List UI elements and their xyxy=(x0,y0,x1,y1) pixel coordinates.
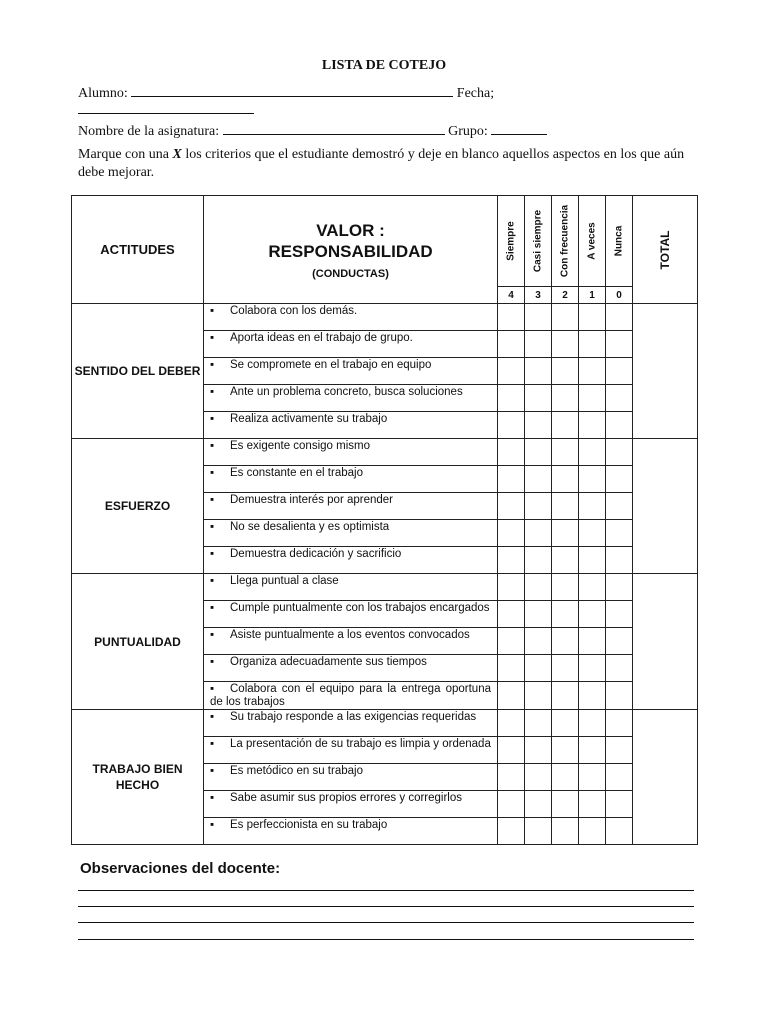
conduct-cell xyxy=(204,818,498,845)
valor-header xyxy=(204,196,498,304)
conduct-text: Es exigente consigo mismo xyxy=(230,440,370,452)
conduct-cell xyxy=(204,358,498,385)
score-checkbox[interactable] xyxy=(579,331,606,358)
scale-label: A veces xyxy=(586,222,598,260)
score-checkbox[interactable] xyxy=(498,439,525,466)
scale-value: 3 xyxy=(525,287,552,304)
score-checkbox[interactable] xyxy=(552,574,579,601)
score-checkbox[interactable] xyxy=(552,682,579,710)
conduct-text: Asiste puntualmente a los eventos convocados xyxy=(230,629,470,641)
attitude-cell: SENTIDO DEL DEBER xyxy=(72,304,204,439)
score-checkbox[interactable] xyxy=(606,304,633,331)
subject-field[interactable] xyxy=(223,122,445,135)
conduct-cell xyxy=(204,466,498,493)
instructions-mark: X xyxy=(172,147,182,162)
bullet-icon: ▪ xyxy=(210,602,215,614)
score-checkbox[interactable] xyxy=(498,493,525,520)
score-checkbox[interactable] xyxy=(498,737,525,764)
score-checkbox[interactable] xyxy=(606,493,633,520)
student-label: Alumno: xyxy=(78,86,128,101)
score-checkbox[interactable] xyxy=(606,710,633,737)
subject-label: Nombre de la asignatura: xyxy=(78,124,220,139)
observation-line[interactable] xyxy=(78,890,694,891)
score-checkbox[interactable] xyxy=(525,655,552,682)
table-row xyxy=(72,574,698,601)
instructions-after: los criterios que el estudiante demostró y deje en blanco aquellos aspectos en los que aún debe mejorar. xyxy=(78,147,685,180)
score-checkbox[interactable] xyxy=(525,358,552,385)
score-checkbox[interactable] xyxy=(525,385,552,412)
instructions xyxy=(78,146,700,182)
conduct-cell xyxy=(204,628,498,655)
bullet-icon: ▪ xyxy=(210,548,215,560)
table-row xyxy=(72,710,698,737)
score-checkbox[interactable] xyxy=(579,520,606,547)
score-checkbox[interactable] xyxy=(525,601,552,628)
conduct-cell xyxy=(204,601,498,628)
conduct-text: Es constante en el trabajo xyxy=(230,467,363,479)
score-checkbox[interactable] xyxy=(606,358,633,385)
bullet-icon: ▪ xyxy=(210,305,215,317)
score-checkbox[interactable] xyxy=(579,601,606,628)
score-checkbox[interactable] xyxy=(498,764,525,791)
conduct-text: Se compromete en el trabajo en equipo xyxy=(230,359,432,371)
bullet-icon: ▪ xyxy=(210,819,215,831)
score-checkbox[interactable] xyxy=(579,466,606,493)
scale-label: Casi siempre xyxy=(532,209,544,273)
conduct-text: Ante un problema concreto, busca soluciones xyxy=(230,386,463,398)
checklist-table xyxy=(71,195,698,845)
valor-subject: RESPONSABILIDAD xyxy=(268,241,433,261)
bullet-icon: ▪ xyxy=(210,521,215,533)
attitude-cell: TRABAJO BIEN HECHO xyxy=(72,710,204,845)
score-checkbox[interactable] xyxy=(606,385,633,412)
conduct-cell xyxy=(204,737,498,764)
conduct-cell xyxy=(204,791,498,818)
score-checkbox[interactable] xyxy=(525,466,552,493)
total-header xyxy=(633,196,698,304)
conduct-cell xyxy=(204,547,498,574)
score-checkbox[interactable] xyxy=(525,304,552,331)
table-row xyxy=(72,439,698,466)
conduct-text: Colabora con el equipo para la entrega oportuna de los trabajos xyxy=(210,683,491,708)
conduct-cell xyxy=(204,764,498,791)
observation-line[interactable] xyxy=(78,922,694,923)
conduct-text: Realiza activamente su trabajo xyxy=(230,413,388,425)
score-checkbox[interactable] xyxy=(525,682,552,710)
score-checkbox[interactable] xyxy=(579,710,606,737)
scale-value: 4 xyxy=(498,287,525,304)
score-checkbox[interactable] xyxy=(552,655,579,682)
bullet-icon: ▪ xyxy=(210,332,215,344)
score-checkbox[interactable] xyxy=(498,574,525,601)
conduct-text: Llega puntual a clase xyxy=(230,575,339,587)
conduct-cell xyxy=(204,655,498,682)
score-checkbox[interactable] xyxy=(579,737,606,764)
score-checkbox[interactable] xyxy=(579,547,606,574)
score-checkbox[interactable] xyxy=(552,764,579,791)
score-checkbox[interactable] xyxy=(606,466,633,493)
subject-group-row xyxy=(78,122,547,140)
scale-value: 0 xyxy=(606,287,633,304)
score-checkbox[interactable] xyxy=(552,331,579,358)
conduct-cell xyxy=(204,331,498,358)
score-checkbox[interactable] xyxy=(579,412,606,439)
score-checkbox[interactable] xyxy=(579,818,606,845)
scale-header-con-frecuencia xyxy=(552,196,579,287)
score-checkbox[interactable] xyxy=(552,439,579,466)
score-checkbox[interactable] xyxy=(498,466,525,493)
bullet-icon: ▪ xyxy=(210,386,215,398)
student-field-line2[interactable] xyxy=(78,101,254,114)
bullet-icon: ▪ xyxy=(210,494,215,506)
group-field[interactable] xyxy=(491,122,547,135)
score-checkbox[interactable] xyxy=(525,628,552,655)
total-cell[interactable] xyxy=(633,710,698,845)
conduct-text: Es metódico en su trabajo xyxy=(230,765,363,777)
scale-header-siempre xyxy=(498,196,525,287)
score-checkbox[interactable] xyxy=(525,331,552,358)
conduct-cell xyxy=(204,439,498,466)
score-checkbox[interactable] xyxy=(606,520,633,547)
score-checkbox[interactable] xyxy=(606,764,633,791)
score-checkbox[interactable] xyxy=(525,710,552,737)
score-checkbox[interactable] xyxy=(498,710,525,737)
group-label: Grupo: xyxy=(448,124,488,139)
bullet-icon: ▪ xyxy=(210,683,215,695)
student-date-row xyxy=(78,84,494,102)
score-checkbox[interactable] xyxy=(525,520,552,547)
bullet-icon: ▪ xyxy=(210,467,215,479)
score-checkbox[interactable] xyxy=(606,791,633,818)
conduct-text: Demuestra dedicación y sacrificio xyxy=(230,548,402,560)
bullet-icon: ▪ xyxy=(210,738,215,750)
score-checkbox[interactable] xyxy=(525,764,552,791)
score-checkbox[interactable] xyxy=(552,520,579,547)
conduct-cell xyxy=(204,710,498,737)
conduct-text: Demuestra interés por aprender xyxy=(230,494,393,506)
score-checkbox[interactable] xyxy=(525,439,552,466)
score-checkbox[interactable] xyxy=(525,547,552,574)
score-checkbox[interactable] xyxy=(498,331,525,358)
conduct-cell xyxy=(204,385,498,412)
score-checkbox[interactable] xyxy=(579,682,606,710)
score-checkbox[interactable] xyxy=(552,818,579,845)
score-checkbox[interactable] xyxy=(579,791,606,818)
scale-value: 2 xyxy=(552,287,579,304)
score-checkbox[interactable] xyxy=(606,547,633,574)
conduct-text: Colabora con los demás. xyxy=(230,305,358,317)
table-row xyxy=(72,304,698,331)
bullet-icon: ▪ xyxy=(210,359,215,371)
valor-title: VALOR : xyxy=(316,220,385,240)
score-checkbox[interactable] xyxy=(525,737,552,764)
bullet-icon: ▪ xyxy=(210,575,215,587)
score-checkbox[interactable] xyxy=(579,655,606,682)
scale-label: Siempre xyxy=(505,221,517,261)
score-checkbox[interactable] xyxy=(606,331,633,358)
score-checkbox[interactable] xyxy=(525,493,552,520)
score-checkbox[interactable] xyxy=(552,628,579,655)
total-label: TOTAL xyxy=(658,230,672,269)
conduct-text: La presentación de su trabajo es limpia y ordenada xyxy=(230,738,491,750)
document-title: LISTA DE COTEJO xyxy=(321,58,447,73)
score-checkbox[interactable] xyxy=(579,764,606,791)
scale-value: 1 xyxy=(579,287,606,304)
score-checkbox[interactable] xyxy=(606,412,633,439)
scale-header-casi-siempre xyxy=(525,196,552,287)
score-checkbox[interactable] xyxy=(498,655,525,682)
attitude-cell: ESFUERZO xyxy=(72,439,204,574)
scale-label: Con frecuencia xyxy=(559,204,571,278)
bullet-icon: ▪ xyxy=(210,765,215,777)
bullet-icon: ▪ xyxy=(210,440,215,452)
header-row xyxy=(72,196,698,287)
score-checkbox[interactable] xyxy=(525,818,552,845)
score-checkbox[interactable] xyxy=(552,601,579,628)
score-checkbox[interactable] xyxy=(525,791,552,818)
conduct-cell xyxy=(204,304,498,331)
scale-header-a-veces xyxy=(579,196,606,287)
conduct-text: Cumple puntualmente con los trabajos encargados xyxy=(230,602,490,614)
bullet-icon: ▪ xyxy=(210,629,215,641)
instructions-before: Marque con una xyxy=(78,147,173,162)
conductas-label: (CONDUCTAS) xyxy=(312,267,389,280)
conduct-text: Organiza adecuadamente sus tiempos xyxy=(230,656,427,668)
score-checkbox[interactable] xyxy=(552,493,579,520)
student-field-continuation xyxy=(78,101,254,119)
score-checkbox[interactable] xyxy=(498,791,525,818)
conduct-cell xyxy=(204,682,498,710)
observation-line[interactable] xyxy=(78,906,694,907)
conduct-cell xyxy=(204,574,498,601)
score-checkbox[interactable] xyxy=(606,655,633,682)
total-cell[interactable] xyxy=(633,439,698,574)
conduct-cell xyxy=(204,520,498,547)
score-checkbox[interactable] xyxy=(606,818,633,845)
score-checkbox[interactable] xyxy=(498,601,525,628)
score-checkbox[interactable] xyxy=(498,628,525,655)
bullet-icon: ▪ xyxy=(210,656,215,668)
conduct-cell xyxy=(204,412,498,439)
conduct-text: Aporta ideas en el trabajo de grupo. xyxy=(230,332,413,344)
score-checkbox[interactable] xyxy=(606,601,633,628)
score-checkbox[interactable] xyxy=(579,358,606,385)
score-checkbox[interactable] xyxy=(552,385,579,412)
score-checkbox[interactable] xyxy=(552,466,579,493)
score-checkbox[interactable] xyxy=(552,304,579,331)
score-checkbox[interactable] xyxy=(498,818,525,845)
score-checkbox[interactable] xyxy=(579,574,606,601)
score-checkbox[interactable] xyxy=(552,791,579,818)
score-checkbox[interactable] xyxy=(552,358,579,385)
scale-header-nunca xyxy=(606,196,633,287)
score-checkbox[interactable] xyxy=(579,304,606,331)
score-checkbox[interactable] xyxy=(579,628,606,655)
score-checkbox[interactable] xyxy=(525,574,552,601)
score-checkbox[interactable] xyxy=(579,439,606,466)
score-checkbox[interactable] xyxy=(606,628,633,655)
score-checkbox[interactable] xyxy=(525,412,552,439)
observation-line[interactable] xyxy=(78,939,694,940)
actitudes-header: ACTITUDES xyxy=(72,196,204,304)
score-checkbox[interactable] xyxy=(606,682,633,710)
score-checkbox[interactable] xyxy=(498,520,525,547)
score-checkbox[interactable] xyxy=(579,493,606,520)
score-checkbox[interactable] xyxy=(552,710,579,737)
bullet-icon: ▪ xyxy=(210,792,215,804)
date-label: Fecha; xyxy=(456,86,495,101)
score-checkbox[interactable] xyxy=(579,385,606,412)
score-checkbox[interactable] xyxy=(606,574,633,601)
conduct-cell xyxy=(204,493,498,520)
total-cell[interactable] xyxy=(633,574,698,710)
conduct-text: Su trabajo responde a las exigencias requeridas xyxy=(230,711,477,723)
score-checkbox[interactable] xyxy=(606,439,633,466)
score-checkbox[interactable] xyxy=(498,385,525,412)
bullet-icon: ▪ xyxy=(210,413,215,425)
score-checkbox[interactable] xyxy=(498,682,525,710)
score-checkbox[interactable] xyxy=(552,412,579,439)
conduct-text: Es perfeccionista en su trabajo xyxy=(230,819,388,831)
score-checkbox[interactable] xyxy=(498,358,525,385)
score-checkbox[interactable] xyxy=(498,547,525,574)
score-checkbox[interactable] xyxy=(552,547,579,574)
observations-title: Observaciones del docente: xyxy=(80,860,281,877)
conduct-text: Sabe asumir sus propios errores y corregirlos xyxy=(230,792,463,804)
student-field[interactable] xyxy=(131,84,453,97)
scale-label: Nunca xyxy=(613,225,625,257)
score-checkbox[interactable] xyxy=(552,737,579,764)
score-checkbox[interactable] xyxy=(498,412,525,439)
score-checkbox[interactable] xyxy=(498,304,525,331)
bullet-icon: ▪ xyxy=(210,711,215,723)
total-cell[interactable] xyxy=(633,304,698,439)
attitude-cell: PUNTUALIDAD xyxy=(72,574,204,710)
score-checkbox[interactable] xyxy=(606,737,633,764)
conduct-text: No se desalienta y es optimista xyxy=(230,521,390,533)
